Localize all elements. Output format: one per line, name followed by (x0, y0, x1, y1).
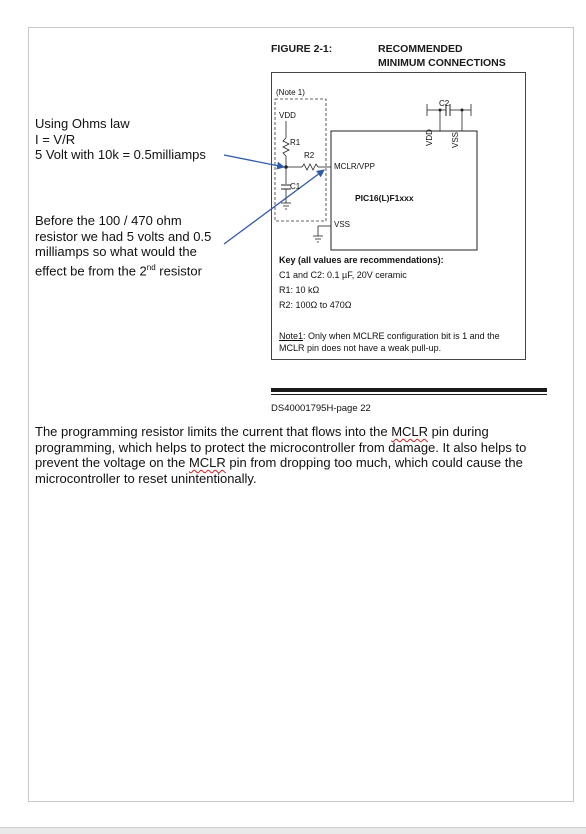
ohm-line3: 5 Volt with 10k = 0.5milliamps (35, 147, 206, 162)
body-text-1: The programming resistor limits the current that flows into the (35, 424, 392, 439)
chip-body (331, 131, 477, 250)
q-line1: Before the 100 / 470 ohm (35, 213, 182, 228)
note-line1 (279, 331, 500, 341)
q-line4-sup: nd (146, 262, 156, 272)
r1-resistor (283, 138, 289, 156)
body-text-2: pin during programming, which helps to protect the microcontroller from damage. It also helps to prevent the voltage on the (35, 424, 527, 470)
q-line4-text: effect be from the 2 (35, 262, 147, 278)
footer-rule-thin (271, 394, 547, 395)
vss-top-label: VSS (451, 131, 460, 148)
page-reference: DS40001795H-page 22 (271, 403, 371, 414)
key-r1: R1: 10 kΩ (279, 285, 320, 295)
key-r2: R2: 100Ω to 470Ω (279, 300, 352, 310)
vdd-left-label: VDD (279, 111, 296, 120)
ohms-law-note (35, 116, 255, 163)
figure-title-line2: MINIMUM CONNECTIONS (378, 57, 506, 69)
question-note (35, 213, 265, 278)
key-title: Key (all values are recommendations): (279, 255, 444, 265)
q-line4-end: resistor (155, 262, 202, 278)
figure-title-line1: RECOMMENDED (378, 43, 463, 55)
r1-label: R1 (290, 138, 301, 147)
c1-label: C1 (290, 182, 301, 191)
note-line1-text: : Only when MCLRE configuration bit is 1 and the (303, 331, 500, 341)
chip-name: PIC16(L)F1xxx (355, 193, 414, 203)
footer-rule-thick (271, 388, 547, 392)
q-line2: resistor we had 5 volts and 0.5 (35, 228, 212, 244)
q-line4 (35, 260, 265, 279)
ohm-line2: I = V/R (35, 131, 76, 147)
note-line2: MCLR pin does not have a weak pull-up. (279, 343, 442, 353)
mclr-word-1: MCLR (391, 424, 429, 439)
q-line3: milliamps so what would the (35, 244, 197, 259)
c2-label: C2 (439, 99, 450, 108)
vdd-top-label: VDD (425, 129, 434, 146)
ohm-line1: Using Ohms law (35, 116, 130, 131)
body-paragraph (35, 424, 535, 486)
mclr-pin-label: MCLR/VPP (334, 162, 375, 171)
figure-label: FIGURE 2-1: (271, 43, 333, 55)
body-text-3: pin from dropping too much, which could cause the microcontroller to reset unintentionally. (35, 455, 523, 486)
r2-label: R2 (304, 151, 315, 160)
note-label: Note1 (279, 331, 304, 341)
vss-pin-label: VSS (334, 220, 351, 229)
note1-tag: (Note 1) (276, 88, 305, 97)
r2-resistor (302, 164, 318, 170)
mclr-word-2: MCLR (188, 455, 226, 470)
key-capacitors: C1 and C2: 0.1 µF, 20V ceramic (279, 270, 407, 280)
